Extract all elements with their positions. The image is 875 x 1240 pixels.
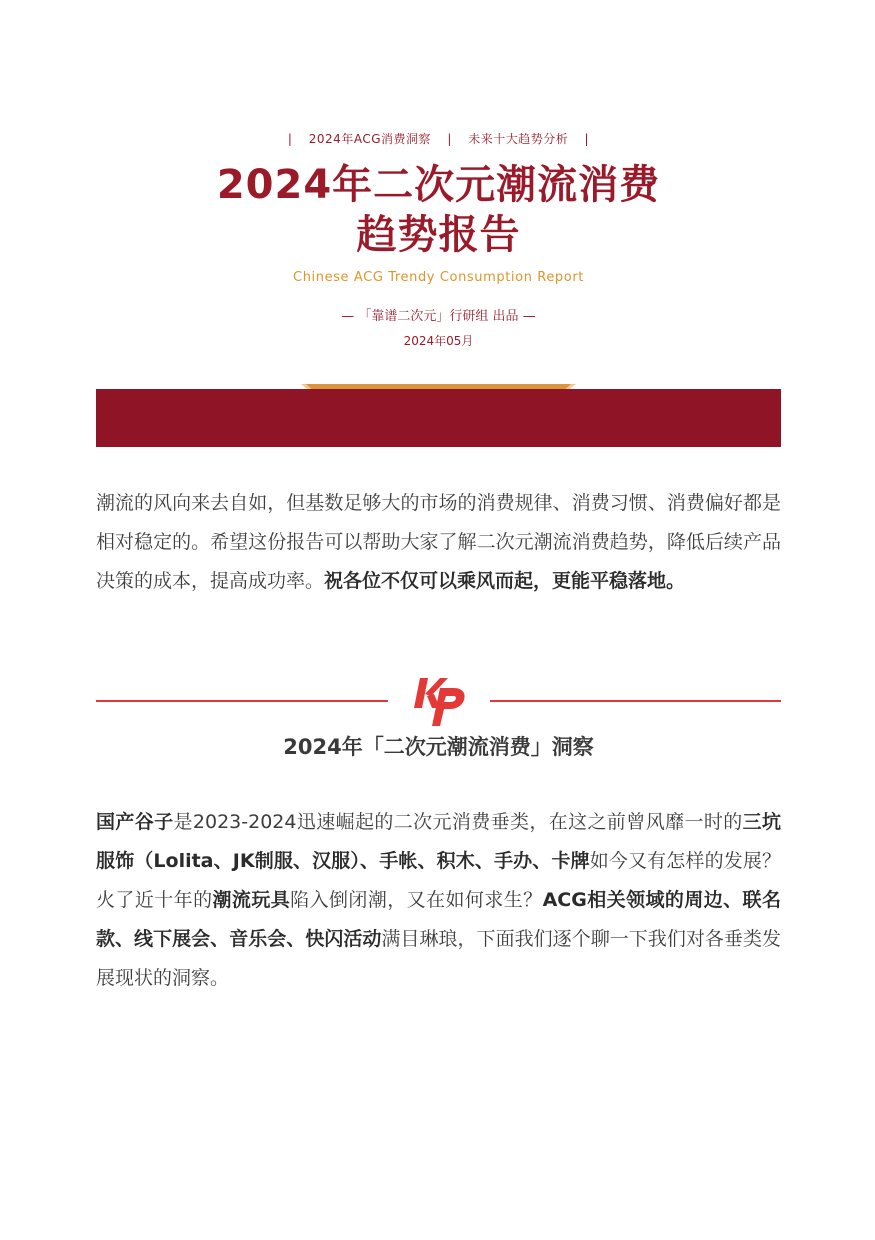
banner-top-right: 未来十大趋势分析	[468, 132, 569, 146]
banner-separator: |	[447, 132, 452, 146]
body-bold-1: 国产谷子	[96, 811, 174, 833]
section-divider-right	[490, 700, 781, 702]
banner-red-band	[96, 389, 781, 447]
intro-paragraph	[96, 484, 781, 601]
kp-logo-icon	[410, 674, 468, 728]
body-text-3: 陷入倒闭潮，又在如何求生？	[290, 889, 543, 911]
banner-title	[96, 160, 781, 260]
body-bold-2: 三坑服饰（Lolita、JK制服、汉服）、手帐、积木、手办、卡牌	[96, 811, 781, 872]
banner-english-subtitle: Chinese ACG Trendy Consumption Report	[293, 270, 584, 285]
report-cover-banner	[96, 60, 781, 447]
body-text-4: 满目琳琅，下面我们逐个聊一下我们对各垂类发展现状的洞察。	[96, 928, 781, 989]
intro-bold: 祝各位不仅可以乘风而起，更能平稳落地。	[324, 570, 686, 592]
banner-date: 2024年05月	[403, 334, 474, 348]
banner-separator: |	[287, 132, 293, 146]
intro-text: 潮流的风向来去自如，但基数足够大的市场的消费规律、消费习惯、消费偏好都是相对稳定的。希望这份报告可以帮助大家了解二次元潮流消费趋势，降低后续产品决策的成本，提高成功率。	[96, 492, 781, 592]
section-title: 2024年「二次元潮流消费」洞察	[283, 735, 594, 759]
body-paragraph	[96, 803, 781, 998]
banner-title-line1: 2024年二次元潮流消费	[216, 162, 661, 208]
banner-org: — 「靠谱二次元」行研组 出品 —	[341, 309, 536, 324]
banner-separator: |	[584, 132, 590, 146]
banner-topline	[96, 130, 781, 147]
body-text-1: 是2023-2024迅速崛起的二次元消费垂类，在这之前曾风靡一时的	[173, 811, 743, 833]
banner-top-left: 2024年ACG消费洞察	[308, 132, 431, 146]
body-bold-3: 潮流玩具	[212, 889, 291, 911]
section-divider-left	[96, 700, 388, 702]
body-text-2: 如今又有怎样的发展？火了近十年的	[96, 850, 781, 911]
body-bold-4: ACG相关领域的周边、联名款、线下展会、音乐会、快闪活动	[96, 889, 781, 950]
banner-title-line2: 趋势报告	[356, 212, 521, 258]
